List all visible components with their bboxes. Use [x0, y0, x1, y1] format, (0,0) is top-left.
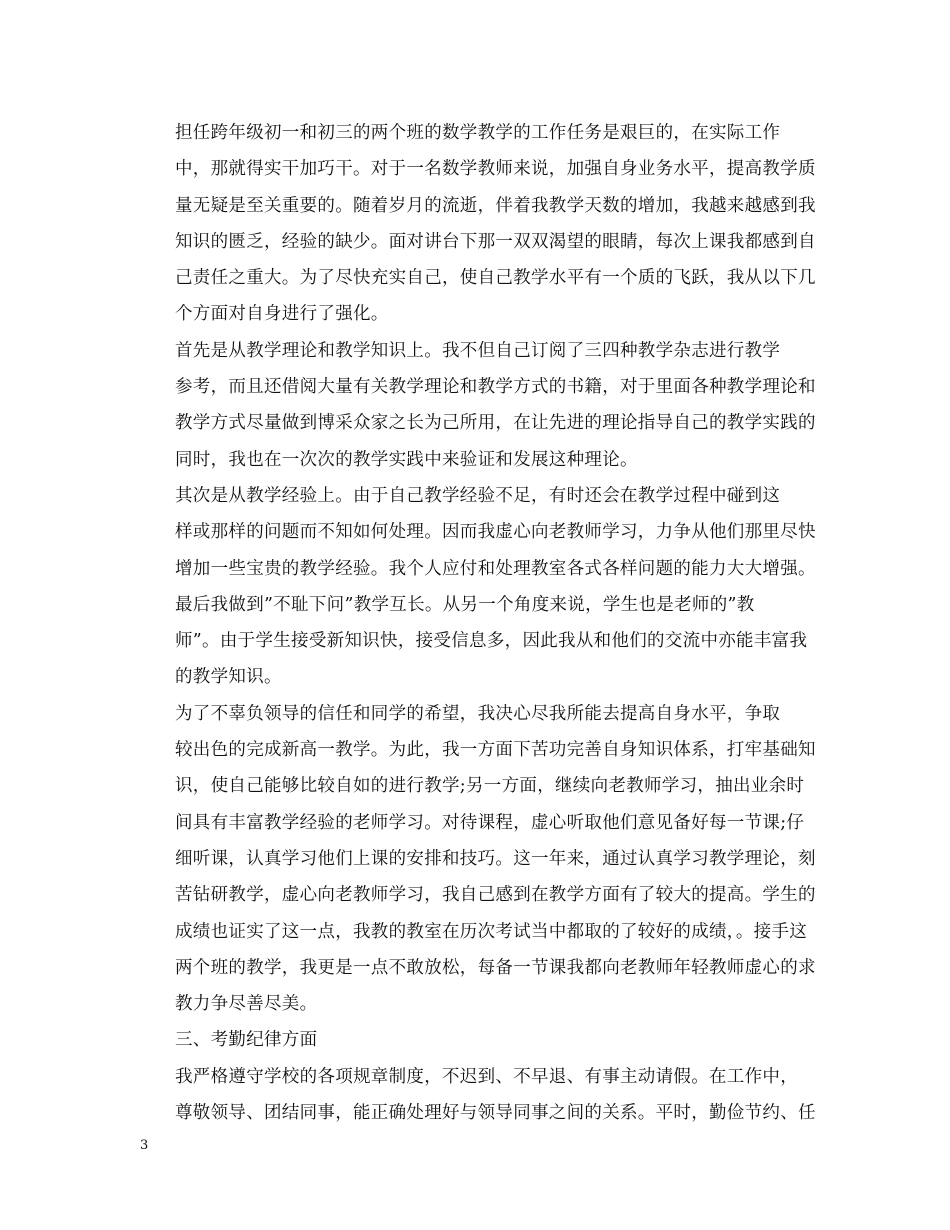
text-line: 教力争尽善尽美。	[175, 994, 318, 1015]
text-line: 尊敬领导、团结同事，能正确处理好与领导同事之间的关系。平时，勤俭节约、任	[175, 1103, 816, 1124]
paragraph	[140, 333, 830, 478]
text-line: 其次是从教学经验上。由于自己教学经验不足，有时还会在教学过程中碰到这	[175, 485, 781, 506]
text-line: 首先是从教学理论和教学知识上。我不但自己订阅了三四种教学杂志进行教学	[175, 340, 781, 361]
text-line: 为了不辜负领导的信任和同学的希望，我决心尽我所能去提高自身水平，争取	[175, 703, 781, 724]
text-line: 两个班的教学，我更是一点不敢放松，每备一节课我都向老教师年轻教师虚心的求	[175, 957, 816, 978]
text-line: 的教学知识。	[175, 667, 282, 688]
text-line: 教学方式尽量做到博采众家之长为己所用，在让先进的理论指导自己的教学实践的	[175, 413, 816, 434]
text-line: 参考，而且还借阅大量有关教学理论和教学方式的书籍，对于里面各种教学理论和	[175, 377, 816, 398]
paragraph	[140, 1022, 830, 1058]
text-line: 成绩也证实了这一点，我教的教室在历次考试当中都取的了较好的成绩，。接手这	[175, 921, 808, 942]
text-line: 间具有丰富教学经验的老师学习。对待课程，虚心听取他们意见备好每一节课;仔	[175, 812, 805, 833]
text-line: 个方面对自身进行了强化。	[175, 304, 389, 325]
text-line: 担任跨年级初一和初三的两个班的数学教学的工作任务是艰巨的，在实际工作	[175, 123, 781, 143]
text-line: 知识的匮乏，经验的缺少。面对讲台下那一双双渴望的眼睛，每次上课我都感到自	[175, 231, 816, 252]
text-line: 最后我做到”不耻下问”教学互长。从另一个角度来说，学生也是老师的”教	[175, 594, 755, 615]
text-line: 量无疑是至关重要的。随着岁月的流逝，伴着我教学天数的增加，我越来越感到我	[175, 195, 816, 216]
text-line: 我严格遵守学校的各项规章制度，不迟到、不早退、有事主动请假。在工作中，	[175, 1066, 798, 1087]
text-line: 师”。由于学生接受新知识快，接受信息多，因此我从和他们的交流中亦能丰富我	[175, 631, 808, 652]
text-line: 较出色的完成新高一教学。为此，我一方面下苦功完善自身知识体系，打牢基础知	[175, 740, 816, 761]
paragraph	[140, 696, 830, 1023]
text-line: 同时，我也在一次次的教学实践中来验证和发展这种理论。	[175, 449, 638, 470]
text-line: 细听课，认真学习他们上课的安排和技巧。这一年来，通过认真学习教学理论，刻	[175, 848, 816, 869]
page-number: 3	[140, 1138, 149, 1153]
text-line: 己责任之重大。为了尽快充实自己，使自己教学水平有一个质的飞跃，我从以下几	[175, 268, 816, 289]
text-line: 增加一些宝贵的教学经验。我个人应付和处理教室各式各样问题的能力大大增强。	[175, 558, 816, 579]
text-line: 中，那就得实干加巧干。对于一名数学教师来说，加强自身业务水平，提高教学质	[175, 159, 816, 180]
text-line: 识，使自己能够比较自如的进行教学;另一方面，继续向老教师学习，抽出业余时	[175, 776, 805, 797]
document-body	[140, 115, 830, 1131]
text-line: 苦钻研教学，虚心向老教师学习，我自己感到在教学方面有了较大的提高。学生的	[175, 885, 816, 906]
text-line: 样或那样的问题而不知如何处理。因而我虚心向老教师学习，力争从他们那里尽快	[175, 522, 816, 543]
text-line: 三、考勤纪律方面	[175, 1030, 318, 1051]
paragraph	[140, 1059, 830, 1132]
paragraph	[140, 478, 830, 587]
paragraph	[140, 115, 830, 333]
paragraph	[140, 587, 830, 696]
